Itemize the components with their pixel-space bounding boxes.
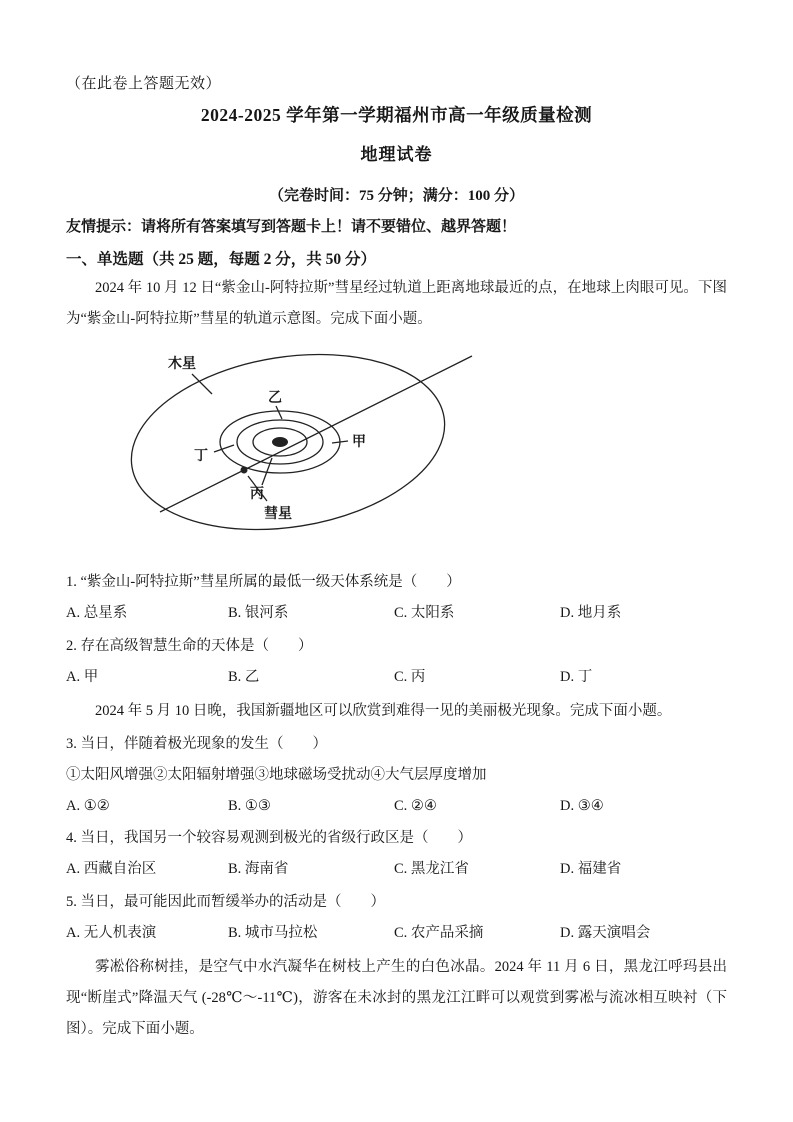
option-a: A. ①②: [66, 797, 110, 814]
comet-trajectory-line: [160, 356, 472, 512]
section-1-heading: 一、单选题（共 25 题，每题 2 分，共 50 分）: [66, 251, 377, 268]
orbit-diagram-svg: [74, 340, 514, 552]
option-d: D. 福建省: [560, 861, 622, 878]
intro-paragraph-aurora: 2024 年 5 月 10 日晚，我国新疆地区可以欣赏到难得一见的美丽极光现象。完成下面小题。: [95, 703, 672, 720]
question-options: [66, 598, 727, 629]
label-jia: 甲: [352, 435, 366, 451]
question-stem: 2. 存在高级智慧生命的天体是（ ）: [66, 637, 313, 654]
label-jupiter: 木星: [168, 357, 196, 373]
option-d: D. 露天演唱会: [560, 924, 651, 941]
option-d: D. 地月系: [560, 605, 622, 622]
sun-dot: [272, 437, 288, 447]
option-b: B. 城市马拉松: [228, 924, 318, 941]
label-comet: 彗星: [264, 507, 292, 523]
option-c: C. 丙: [394, 668, 426, 685]
question-options: [66, 662, 727, 693]
question-5: [66, 887, 727, 948]
label-ding: 丁: [194, 449, 208, 465]
exam-subject-title: 地理试卷: [360, 145, 433, 164]
invalid-answer-note: （在此卷上答题无效）: [66, 76, 222, 92]
exam-title: 2024-2025 学年第一学期福州市高一年级质量检测: [200, 105, 593, 125]
friendly-tip: 友情提示：请将所有答案填写到答题卡上！请不要错位、越界答题！: [66, 219, 517, 235]
question-options: [66, 854, 727, 885]
option-a: A. 西藏自治区: [66, 861, 157, 878]
option-d: D. 丁: [560, 668, 593, 685]
intro-paragraph-rime: 雾凇俗称树挂，是空气中水汽凝华在树枝上产生的白色冰晶。2024 年 11 月 6 日，黑龙江呼玛县出现“断崖式”降温天气 (-28℃～-11℃)，游客在未冰封的黑龙江江畔可以观赏到雾凇与流冰相互映衬（下图）。完成下面小题。: [66, 959, 727, 1037]
option-b: B. ①③: [228, 797, 271, 814]
question-2: [66, 631, 727, 692]
exam-time-score-info: （完卷时间：75 分钟；满分：100 分）: [268, 188, 524, 204]
option-b: B. 银河系: [228, 605, 289, 622]
yi-leader-line: [276, 406, 282, 419]
question-4: [66, 823, 727, 884]
option-c: C. 农产品采摘: [394, 924, 484, 941]
question-3: [66, 729, 727, 821]
question-1: [66, 567, 727, 628]
option-c: C. ②④: [394, 797, 437, 814]
intro-paragraph-comet: 2024 年 10 月 12 日“紫金山-阿特拉斯”彗星经过轨道上距离地球最近的点，在地球上肉眼可见。下图为“紫金山-阿特拉斯”彗星的轨道示意图。完成下面小题。: [66, 280, 727, 327]
comet-dot: [241, 467, 248, 474]
question-numbered-items: ①太阳风增强②太阳辐射增强③地球磁场受扰动④大气层厚度增加: [66, 766, 487, 783]
ding-leader-line: [214, 445, 234, 452]
option-c: C. 太阳系: [394, 605, 455, 622]
option-b: B. 海南省: [228, 861, 289, 878]
option-a: A. 甲: [66, 668, 99, 685]
question-stem: 1. “紫金山-阿特拉斯”彗星所属的最低一级天体系统是（ ）: [66, 574, 461, 591]
label-bing: 丙: [250, 487, 264, 503]
question-stem: 3. 当日，伴随着极光现象的发生（ ）: [66, 736, 327, 753]
label-yi: 乙: [268, 391, 282, 407]
question-stem: 4. 当日，我国另一个较容易观测到极光的省级行政区是（ ）: [66, 830, 472, 847]
option-d: D. ③④: [560, 797, 604, 814]
question-stem: 5. 当日，最可能因此而暂缓举办的活动是（ ）: [66, 893, 385, 910]
option-b: B. 乙: [228, 668, 260, 685]
option-c: C. 黑龙江省: [394, 861, 469, 878]
option-a: A. 总星系: [66, 605, 128, 622]
orbit-diagram: [74, 340, 727, 557]
question-options: [66, 918, 727, 949]
option-a: A. 无人机表演: [66, 924, 157, 941]
question-options: [66, 791, 727, 822]
